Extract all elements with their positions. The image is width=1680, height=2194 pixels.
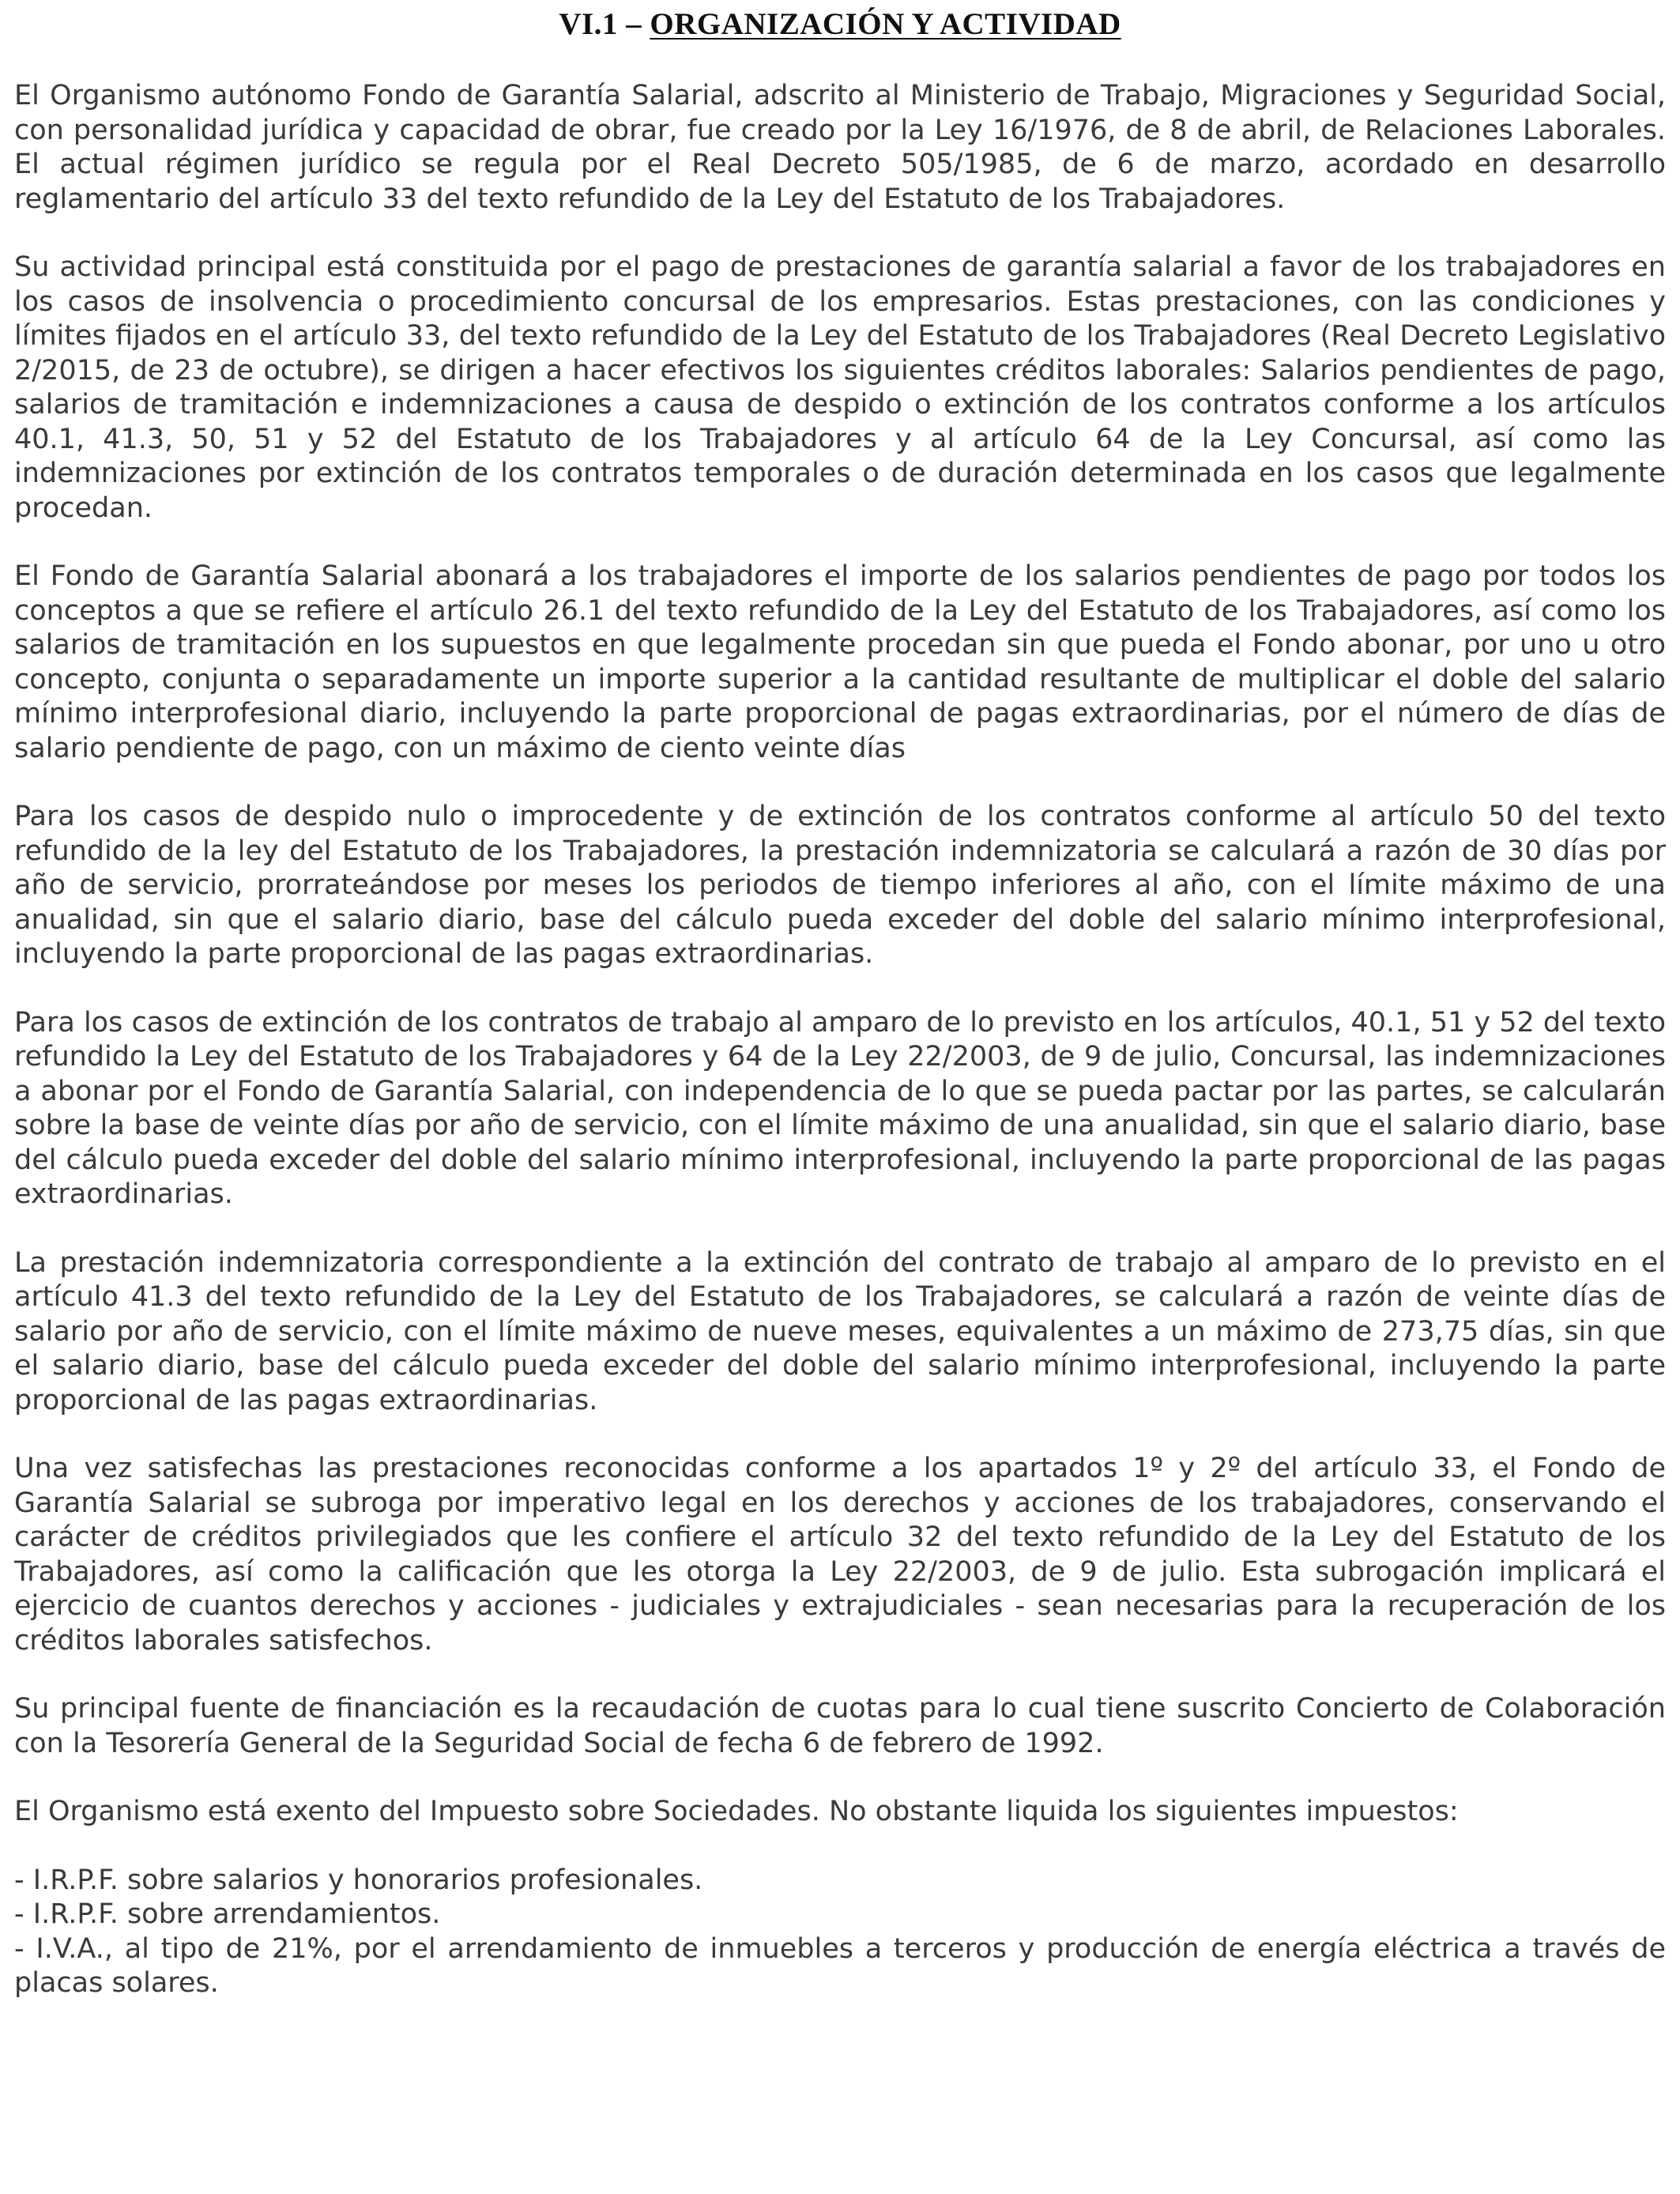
paragraph-organismo: El Organismo autónomo Fondo de Garantía Salarial, adscrito al Ministerio de Trabajo, Migraciones y Seguridad Social, con personalidad jurídica y capacidad de obrar, fue creado por la Ley 16/1976, de 8 de abril, de Relaciones Laborales. El actual régimen jurídico se regula por el Real Decreto 505/1985, de 6 de marzo, acordado en desarrollo reglamentario del artículo 33 del texto refundido de la Ley del Estatuto de los Trabajadores. bbox=[14, 80, 1666, 215]
tax-item-irpf-salarios: - I.R.P.F. sobre salarios y honorarios profesionales. bbox=[14, 1864, 703, 1896]
paragraph-impuestos: El Organismo está exento del Impuesto sobre Sociedades. No obstante liquida los siguientes impuestos: bbox=[14, 1796, 1459, 1827]
section-heading bbox=[0, 6, 1680, 42]
tax-item-irpf-arrendamientos: - I.R.P.F. sobre arrendamientos. bbox=[14, 1898, 441, 1930]
paragraph-extincion-contratos: Para los casos de extinción de los contratos de trabajo al amparo de lo previsto en los artículos, 40.1, 51 y 52 del texto refundido la Ley del Estatuto de los Trabajadores y 64 de la Ley 22/2003, de 9 de julio, Concursal, las indemnizaciones a abonar por el Fondo de Garantía Salarial, con independencia de lo que se pueda pactar por las partes, se calcularán sobre la base de veinte días por año de servicio, con el límite máximo de una anualidad, sin que el salario diario, base del cálculo pueda exceder del doble del salario mínimo interprofesional, incluyendo la parte proporcional de las pagas extraordinarias. bbox=[14, 1006, 1666, 1210]
paragraph-salarios-pendientes: El Fondo de Garantía Salarial abonará a los trabajadores el importe de los salarios pendientes de pago por todos los conceptos a que se refiere el artículo 26.1 del texto refundido de la Ley del Estatuto de los Trabajadores, así como los salarios de tramitación en los supuestos en que legalmente procedan sin que pueda el Fondo abonar, por uno u otro concepto, conjunta o separadamente un importe superior a la cantidad resultante de multiplicar el doble del salario mínimo interprofesional diario, incluyendo la parte proporcional de pagas extraordinarias, por el número de días de salario pendiente de pago, con un máximo de ciento veinte días bbox=[14, 560, 1666, 764]
section-title: ORGANIZACIÓN Y ACTIVIDAD bbox=[650, 7, 1121, 41]
tax-item-iva: - I.V.A., al tipo de 21%, por el arrendamiento de inmuebles a terceros y producción de energía eléctrica a través de placas solares. bbox=[14, 1932, 1666, 1999]
document-body bbox=[14, 79, 1666, 2001]
section-number: VI.1 – bbox=[559, 7, 650, 41]
paragraph-despido-nulo: Para los casos de despido nulo o improcedente y de extinción de los contratos conforme al artículo 50 del texto refundido de la ley del Estatuto de los Trabajadores, la prestación indemnizatoria se calculará a razón de 30 días por año de servicio, prorrateándose por meses los periodos de tiempo inferiores al año, con el límite máximo de una anualidad, sin que el salario diario, base del cálculo pueda exceder del doble del salario mínimo interprofesional, incluyendo la parte proporcional de las pagas extraordinarias. bbox=[14, 801, 1666, 970]
paragraph-subrogacion: Una vez satisfechas las prestaciones reconocidas conforme a los apartados 1º y 2º del artículo 33, el Fondo de Garantía Salarial se subroga por imperativo legal en los derechos y acciones de los trabajadores, conservando el carácter de créditos privilegiados que les confiere el artículo 32 del texto refundido de la Ley del Estatuto de los Trabajadores, así como la calificación que les otorga la Ley 22/2003, de 9 de julio. Esta subrogación implicará el ejercicio de cuantos derechos y acciones - judiciales y extrajudiciales - sean necesarias para la recuperación de los créditos laborales satisfechos. bbox=[14, 1453, 1666, 1657]
paragraph-financiacion: Su principal fuente de financiación es la recaudación de cuotas para lo cual tiene suscrito Concierto de Colaboración con la Tesorería General de la Seguridad Social de fecha 6 de febrero de 1992. bbox=[14, 1693, 1666, 1759]
tax-list bbox=[14, 1864, 1666, 2001]
paragraph-articulo-41-3: La prestación indemnizatoria correspondiente a la extinción del contrato de trabajo al amparo de lo previsto en el artículo 41.3 del texto refundido de la Ley del Estatuto de los Trabajadores, se calculará a razón de veinte días de salario por año de servicio, con el límite máximo de nueve meses, equivalentes a un máximo de 273,75 días, sin que el salario diario, base del cálculo pueda exceder del doble del salario mínimo interprofesional, incluyendo la parte proporcional de las pagas extraordinarias. bbox=[14, 1246, 1666, 1416]
paragraph-actividad-principal: Su actividad principal está constituida por el pago de prestaciones de garantía salarial a favor de los trabajadores en los casos de insolvencia o procedimiento concursal de los empresarios. Estas prestaciones, con las condiciones y límites fijados en el artículo 33, del texto refundido de la Ley del Estatuto de los Trabajadores (Real Decreto Legislativo 2/2015, de 23 de octubre), se dirigen a hacer efectivos los siguientes créditos laborales: Salarios pendientes de pago, salarios de tramitación e indemnizaciones a causa de despido o extinción de los contratos conforme a los artículos 40.1, 41.3, 50, 51 y 52 del Estatuto de los Trabajadores y al artículo 64 de la Ley Concursal, así como las indemnizaciones por extinción de los contratos temporales o de duración determinada en los casos que legalmente procedan. bbox=[14, 251, 1666, 524]
